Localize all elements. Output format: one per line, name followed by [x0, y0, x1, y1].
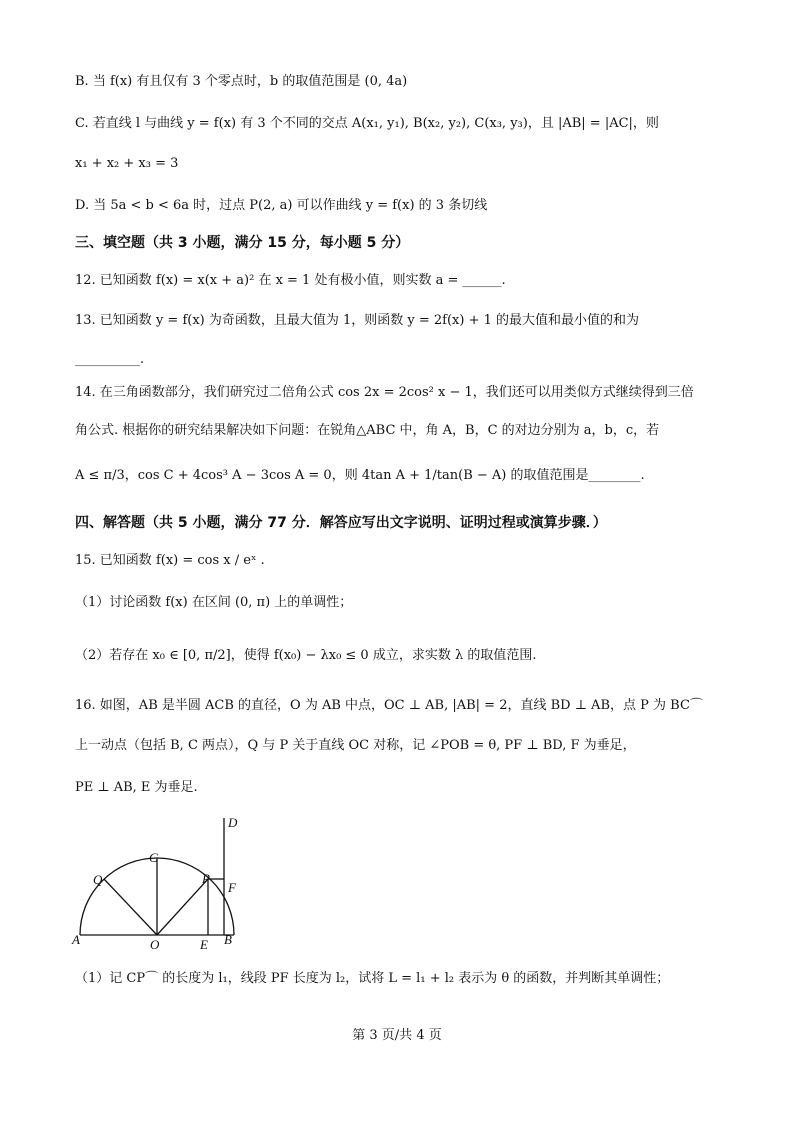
choice-d: D. 当 5a < b < 6a 时，过点 P(2, a) 可以作曲线 y = f(x) 的 3 条切线	[75, 198, 488, 213]
page-footer: 第 3 页/共 4 页	[352, 1028, 442, 1043]
label-d: D	[228, 815, 238, 830]
label-a: A	[72, 932, 80, 947]
question-14-line2: 角公式. 根据你的研究结果解决如下问题：在锐角△ABC 中，角 A，B，C 的对边分别为 a，b，c，若	[75, 423, 660, 438]
question-16-line3: PE ⊥ AB, E 为垂足.	[75, 780, 198, 795]
question-16-line2: 上一动点（包括 B, C 两点），Q 与 P 关于直线 OC 对称，记 ∠POB = θ, PF ⊥ BD, F 为垂足，	[75, 738, 636, 753]
choice-c-line1: C. 若直线 l 与曲线 y = f(x) 有 3 个不同的交点 A(x₁, y₁), B(x₂, y₂), C(x₃, y₃)，且 |AB| = |AC|，则	[75, 116, 659, 131]
question-12: 12. 已知函数 f(x) = x(x + a)² 在 x = 1 处有极小值，则实数 a = ______.	[75, 273, 506, 288]
question-16-line1: 16. 如图，AB 是半圆 ACB 的直径，O 为 AB 中点，OC ⊥ AB, |AB| = 2，直线 BD ⊥ AB，点 P 为 BC⌒	[75, 698, 703, 713]
label-q: Q	[93, 872, 103, 887]
segment-oq	[104, 879, 157, 935]
label-f: F	[228, 880, 236, 895]
label-o: O	[150, 937, 160, 952]
label-p: P	[202, 871, 210, 886]
label-c: C	[149, 850, 158, 865]
question-13-line2: __________.	[75, 352, 145, 367]
section-3-heading: 三、填空题（共 3 小题，满分 15 分，每小题 5 分）	[75, 235, 410, 251]
semicircle-arc	[80, 858, 234, 935]
question-15-part1: （1）讨论函数 f(x) 在区间 (0, π) 上的单调性；	[75, 595, 353, 610]
question-14-line3: A ≤ π/3，cos C + 4cos³ A − 3cos A = 0，则 4tan A + 1/tan(B − A) 的取值范围是________.	[75, 468, 645, 483]
question-16-part1: （1）记 CP⌒ 的长度为 l₁，线段 PF 长度为 l₂，试将 L = l₁ + l₂ 表示为 θ 的函数，并判断其单调性；	[75, 971, 670, 986]
choice-c-line2: x₁ + x₂ + x₃ = 3	[75, 156, 179, 171]
question-15-part2: （2）若存在 x₀ ∈ [0, π/2]，使得 f(x₀) − λx₀ ≤ 0 成立，求实数 λ 的取值范围.	[75, 648, 537, 663]
question-14-line1: 14. 在三角函数部分，我们研究过二倍角公式 cos 2x = 2cos² x − 1，我们还可以用类似方式继续得到三倍	[75, 385, 694, 400]
question-13-line1: 13. 已知函数 y = f(x) 为奇函数，且最大值为 1，则函数 y = 2f(x) + 1 的最大值和最小值的和为	[75, 313, 640, 328]
question-15: 15. 已知函数 f(x) = cos x / eˣ .	[75, 553, 265, 568]
segment-op	[157, 879, 208, 935]
section-4-heading: 四、解答题（共 5 小题，满分 77 分．解答应写出文字说明、证明过程或演算步骤．）	[75, 515, 607, 531]
label-b: B	[224, 932, 232, 947]
choice-b: B. 当 f(x) 有且仅有 3 个零点时，b 的取值范围是 (0, 4a)	[75, 74, 408, 89]
label-e: E	[200, 937, 208, 952]
